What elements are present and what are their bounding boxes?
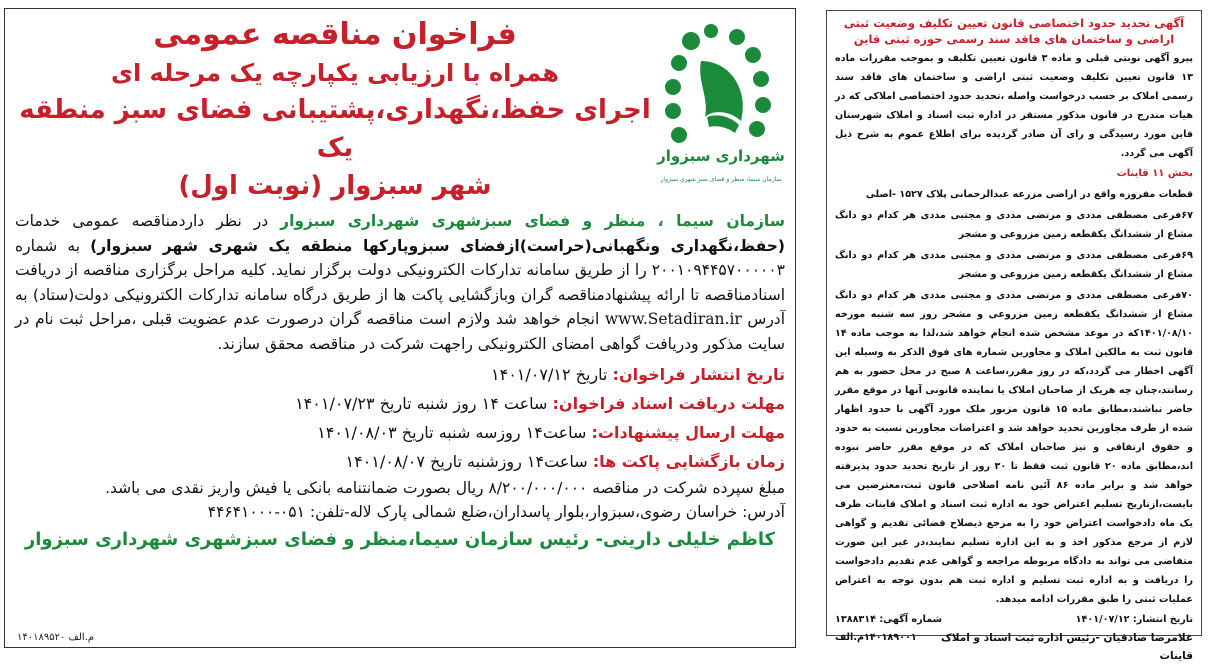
tender-dates — [15, 360, 785, 476]
plots-heading: قطعات مفروزه واقع در اراضی مزرعه عبدالرحمانی پلاک ۱۵۲۷ -اصلی — [865, 189, 1193, 200]
organization-name: سازمان سیما ، منظر و فضای سبزشهری شهرداری سبزوار — [280, 212, 785, 230]
body-part-2: به شماره ۲۰۰۱۰۹۴۴۵۷۰۰۰۰۰۳ را از طریق سامانه تدارکات الکترونیکی دولت برگزار نماید. کلیه مراحل برگزاری مناقصه از دریافت اسنادمناقصه تا ارائه پیشنهادمناقصه گران وبازگشایی پاکت ها از طریق درگاه سامانه تدارکات الکترونیکی دولت(ستاد) به آدرس — [15, 236, 786, 328]
date-submission — [15, 418, 785, 447]
date-opening — [15, 447, 785, 476]
tender-city: شهر سبزوار (نوبت اول) — [178, 171, 492, 201]
notice-section: بخش ۱۱ قاینات — [1116, 168, 1193, 179]
date-label: زمان بازگشایی پاکت ها: — [592, 452, 785, 471]
date-label: تاریخ انتشار فراخوان: — [612, 365, 785, 384]
municipality-logo — [657, 21, 785, 191]
notice-meta — [835, 611, 1193, 629]
notice-item: ۶۹فرعی مصطفی مددی و مرتضی مددی و مجتبی مددی هر کدام دو دانگ مشاع از ششدانگ یکقطعه زمین مزروعی و مشجر — [835, 250, 1193, 280]
setad-url[interactable]: www.Setadiran.ir — [604, 310, 742, 328]
notice-item: ۶۷فرعی مصطفی مددی و مرتضی مددی و مجتبی مددی هر کدام دو دانگ مشاع از ششدانگ یکقطعه زمین مزروعی و مشجر — [835, 210, 1193, 240]
tender-body — [15, 209, 785, 356]
tender-code: ۱۴۰۱۸۹۵۲۰ م.الف — [17, 632, 95, 643]
date-value: ساعت ۱۴ روز شنبه تاریخ ۱۴۰۱/۰۷/۲۳ — [295, 394, 553, 413]
address-text: آدرس: خراسان رضوی،سبزوار،بلوار پاسداران،ضلع شمالی پارک لاله-تلفن: ۰۵۱-۴۴۶۴۱۰۰۰ — [207, 503, 785, 521]
service-description: (حفظ،نگهداری ونگهبانی(حراست)ازفضای سبزوپارکها منطقه یک شهری شهر سبزوار) — [90, 236, 785, 255]
tender-signature: کاظم خلیلی دارینی- رئیس سازمان سیما،منظر و فضای سبزشهری شهرداری سبزوار — [24, 529, 776, 550]
tender-title: فراخوان مناقصه عمومی — [153, 17, 517, 52]
date-value: ساعت۱۴ روزسه شنبه تاریخ ۱۴۰۱/۰۸/۰۳ — [317, 423, 592, 442]
logo-text: شهرداری سبزوار — [657, 147, 785, 165]
logo-ring-text: سازمان سیما، منظر و فضای سبز شهری سبزوار — [660, 176, 782, 183]
date-label: مهلت ارسال پیشنهادات: — [591, 423, 785, 442]
body-part-3: انجام خواهد شد ولازم است مناقصه گران درصورت عدم عضویت قبلی ،مراحل ثبت نام در سایت مذکور ودریافت گواهی امضای الکترونیکی راجهت شرکت در مناقصه محقق سازند. — [15, 310, 785, 353]
tender-subtitle: همراه با ارزیابی یکپارچه یک مرحله ای — [110, 59, 560, 87]
notice-signature: غلامرضا صادقیان -رئیس اداره ثبت اسناد و املاک قاینات — [941, 632, 1193, 662]
notice-title: آگهی تحدید حدود اختصاصی قانون تعیین تکلیف وضعیت ثبتی اراضی و ساختمان های فاقد سند رسمی حوزه ثبتی قاین — [843, 16, 1185, 46]
notice-intro: پیرو آگهی نوبتی قبلی و ماده ۳ قانون تعیین تکلیف و بموجب مقررات ماده ۱۳ قانون تعیین تکلیف وضعیت ثبتی اراضی و ساختمان های فاقد سند رسمی املاک بر حسب درخواست واصله ،تحدید حدود اختصاصی املاکی که در هیات مندرج در قانون مذکور مستقر در اداره ثبت اسناد و املاک شهرستان قاین مورد رسیدگی و رای آن صادر گردیده برای اطلاع عموم به شرح ذیل آگهی می گردد. — [835, 53, 1193, 159]
notice-footer — [835, 629, 1193, 665]
date-documents — [15, 389, 785, 418]
tender-heading — [15, 15, 655, 205]
notice-number: شماره آگهی: ۱۳۸۸۳۱۴ — [835, 614, 943, 625]
registry-notice — [826, 10, 1202, 662]
notice-code: ۱۴۰۱۸۹۰۰۱م.الف — [835, 632, 917, 643]
tender-advertisement — [4, 8, 796, 648]
body-part-1: در نظر داردمناقصه عمومی خدمات — [15, 212, 281, 230]
notice-date: تاریخ انتشار: ۱۴۰۱/۰۷/۱۲ — [1075, 614, 1193, 625]
date-publish — [15, 360, 785, 389]
date-value: تاریخ ۱۴۰۱/۰۷/۱۲ — [491, 365, 613, 384]
notice-item: ۷۰فرعی مصطفی مددی و مرتضی مددی و مجتبی مددی هر کدام دو دانگ مشاع از ششدانگ یکقطعه زمین مزروعی و مشجر روز سه شنبه مورخه ۱۴۰۱/۰۸/۱۰که در موعد مشخص شده انجام خواهد شد،لذا به موجب ماده ۱۴ قانون ثبت به مالکین املاک و مجاورین شماره های فوق الذکر به وسیله این آگهی اخطار می گردد،که در روز مقرر،ساعت ۸ صبح در محل حضور به هم رسانند،چنان چه هریک از صاحبان املاک یا نماینده قانونی آنها در موقع مقرر حاضر نباشند،مطابق ماده ۱۵ قانون مزبور ملک مورد آگهی با حدود اظهار شده از طرف مجاورین تحدید خواهد شد و اعتراضات مجاورین نسبت به حدود و حقوق ارتفاقی و نیز صاحبان املاک که در موقع مقرر حاضر نبوده اند،مطابق ماده ۲۰ قانون ثبت فقط تا ۳۰ روز از تاریخ تحدید حدود پذیرفته خواهد شد و برابر ماده ۸۶ آئین نامه اصلاحی قانون ثبت،معترضین می بایست،ازتاریخ تسلیم اعتراض خود به اداره ثبت اسناد و املاک قاینات ظرف یک ماه دادخواست اعتراض خود را به مرجع ذیصلاح قضائی تقدیم و گواهی لازم از مرجع مذکور اخذ و به این اداره تسلیم نمایند،در غیر این صورت متقاضی می تواند به دادگاه مربوطه مراجعه و گواهی عدم تقدیم دادخواست را دریافت و به اداره ثبت تسلیم و اداره ثبت هم بدون توجه به اعتراض عملیات ثبتی را طبق مقررات ادامه میدهد. — [835, 290, 1194, 605]
date-value: ساعت۱۴ روزشنبه تاریخ ۱۴۰۱/۰۸/۰۷ — [345, 452, 593, 471]
tender-project: اجرای حفظ،نگهداری،پشتیبانی فضای سبز منطقه یک — [19, 95, 651, 163]
date-label: مهلت دریافت اسناد فراخوان: — [552, 394, 785, 413]
deposit-text: مبلغ سپرده شرکت در مناقصه ۸/۲۰۰/۰۰۰/۰۰۰ ریال بصورت ضمانتنامه بانکی یا فیش واریز نقدی می باشد. — [105, 479, 785, 497]
